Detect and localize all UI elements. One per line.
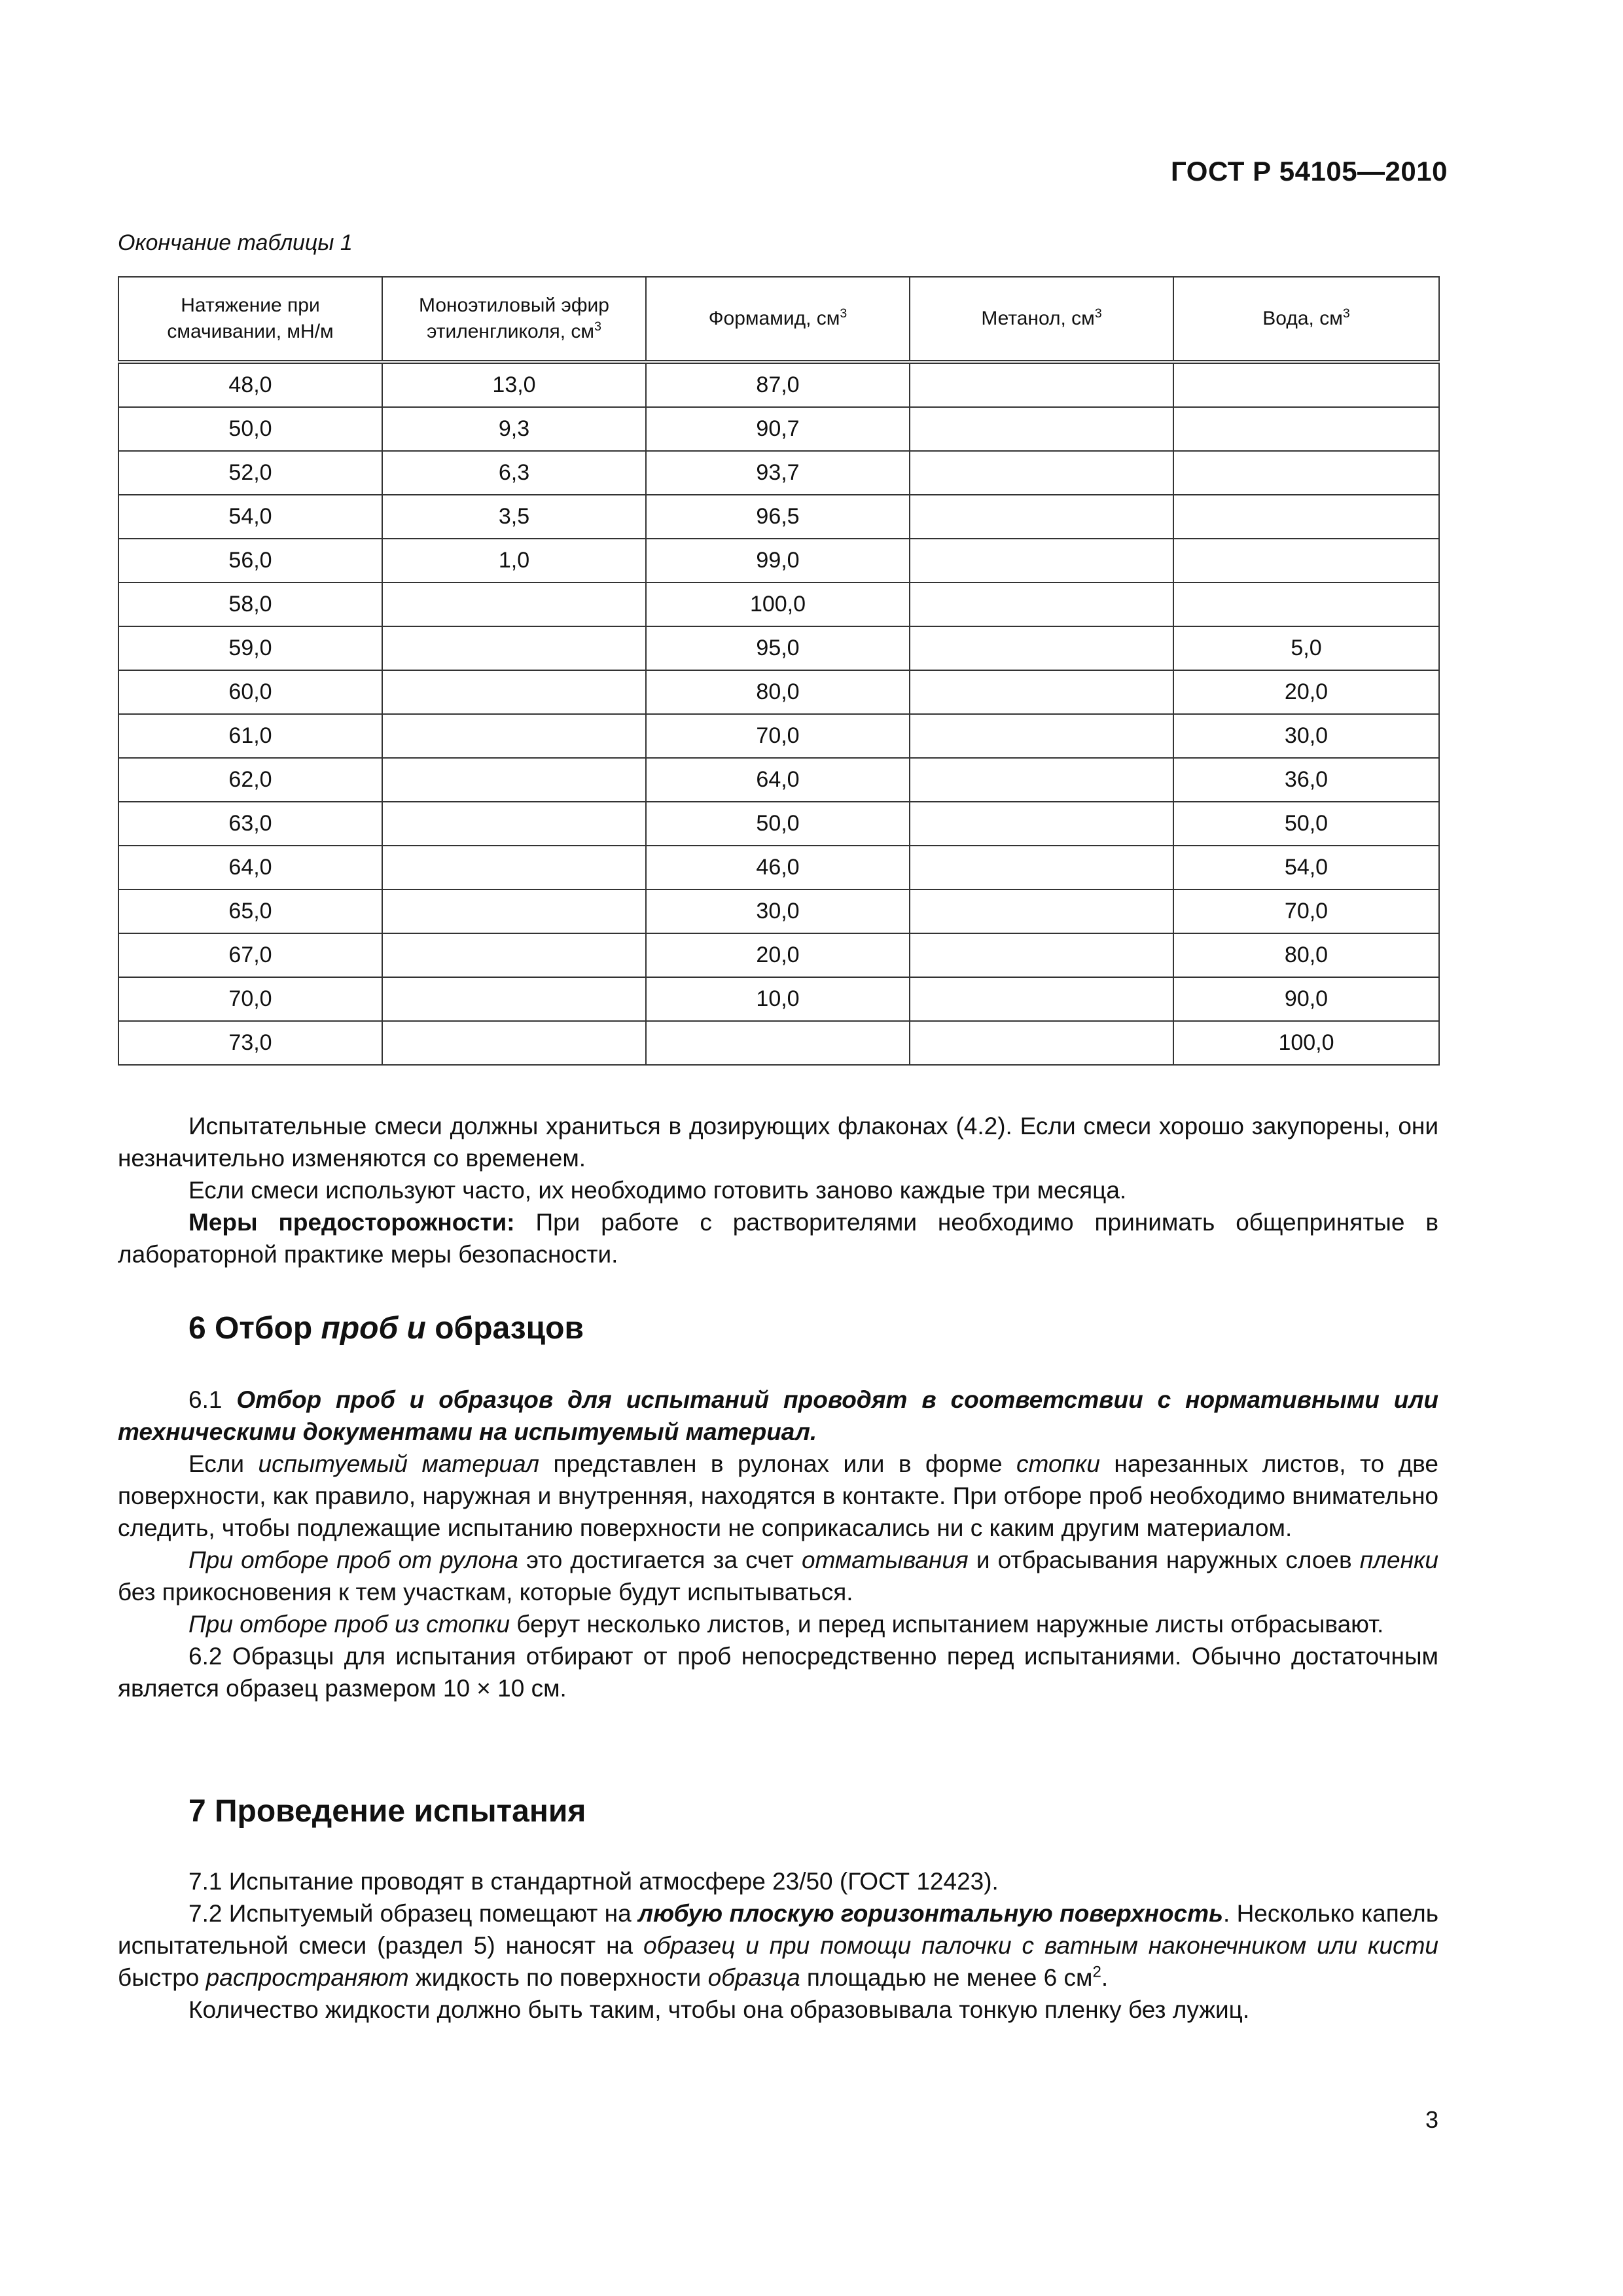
- header-wetting-tension: Натяжение при смачивании, мН/м: [118, 277, 382, 362]
- data-table: [118, 276, 1440, 1066]
- table-row: [118, 626, 1439, 670]
- table-row: [118, 714, 1439, 758]
- table-cell: 64,0: [118, 846, 382, 889]
- table-cell: 3,5: [382, 495, 646, 539]
- table-cell: 20,0: [1173, 670, 1439, 714]
- table-row: [118, 977, 1439, 1021]
- table-row: [118, 1021, 1439, 1065]
- table-cell: 9,3: [382, 407, 646, 451]
- table-header-row: [118, 277, 1439, 362]
- table-cell: 65,0: [118, 889, 382, 933]
- table-cell: 50,0: [1173, 802, 1439, 846]
- paragraph: Количество жидкости должно быть таким, чтобы она образовывала тонкую пленку без лужиц.: [188, 1996, 1250, 2023]
- header-formamide: Формамид, $см^3$: [646, 277, 910, 362]
- table-cell: [910, 539, 1173, 583]
- table-cell: 58,0: [118, 583, 382, 626]
- paragraph: Испытательные смеси должны храниться в дозирующих флаконах (4.2). Если смеси хорошо закупорены, они незначительно изменяются со временем.: [118, 1113, 1438, 1172]
- table-cell: 56,0: [118, 539, 382, 583]
- section-6-heading: 6 Отбор проб и образцов: [188, 1311, 584, 1346]
- table-cell: 80,0: [1173, 933, 1439, 977]
- table-cell: 30,0: [646, 889, 910, 933]
- table-cell: [382, 714, 646, 758]
- paragraph-6-2: 6.2 Образцы для испытания отбирают от проб непосредственно перед испытаниями. Обычно достаточным является образец размером 10 × 10 см.: [118, 1643, 1438, 1702]
- storage-notes: [118, 1110, 1438, 1270]
- table-cell: 90,0: [1173, 977, 1439, 1021]
- table-cell: 59,0: [118, 626, 382, 670]
- table-cell: 70,0: [118, 977, 382, 1021]
- table-cell: 73,0: [118, 1021, 382, 1065]
- table-caption: Окончание таблицы 1: [118, 230, 353, 255]
- paragraph: Если испытуемый материал представлен в рулонах или в форме стопки нарезанных листов, то две поверхности, как правило, наружная и внутренняя, находятся в контакте. При отборе проб необходимо внимательно следить, чтобы подлежащие испытанию поверхности не соприкасались ни с каким другим материалом.: [118, 1450, 1438, 1541]
- table-row: [118, 889, 1439, 933]
- paragraph: При отборе проб из стопки берут несколько листов, и перед испытанием наружные листы отбрасывают.: [188, 1611, 1384, 1638]
- table-cell: 1,0: [382, 539, 646, 583]
- table-cell: [910, 977, 1173, 1021]
- table-cell: 10,0: [646, 977, 910, 1021]
- table-body: [118, 362, 1439, 1065]
- table-cell: [1173, 362, 1439, 407]
- table-cell: 50,0: [646, 802, 910, 846]
- table-row: [118, 407, 1439, 451]
- header-methanol: Метанол, $см^3$: [910, 277, 1173, 362]
- table-cell: [1173, 583, 1439, 626]
- table-row: [118, 583, 1439, 626]
- table-cell: 20,0: [646, 933, 910, 977]
- table-cell: [646, 1021, 910, 1065]
- section-7-heading: 7 Проведение испытания: [188, 1794, 586, 1829]
- table-row: [118, 362, 1439, 407]
- table-row: [118, 846, 1439, 889]
- table-cell: 100,0: [1173, 1021, 1439, 1065]
- table-cell: 67,0: [118, 933, 382, 977]
- table-cell: 6,3: [382, 451, 646, 495]
- table-cell: [910, 407, 1173, 451]
- page-number: 3: [1425, 2106, 1438, 2133]
- paragraph-6-1: 6.1 Отбор проб и образцов для испытаний проводят в соответствии с нормативными или техническими документами на испытуемый материал.: [118, 1386, 1439, 1445]
- section-6-body: [118, 1384, 1438, 1704]
- table-cell: [382, 977, 646, 1021]
- table-cell: [382, 889, 646, 933]
- table-cell: [910, 758, 1173, 802]
- table-cell: [382, 583, 646, 626]
- table-cell: [382, 1021, 646, 1065]
- table-cell: [382, 802, 646, 846]
- table-cell: 30,0: [1173, 714, 1439, 758]
- table-cell: [382, 846, 646, 889]
- paragraph: При отборе проб от рулона это достигается за счет отматывания и отбрасывания наружных слоев пленки без прикосновения к тем участкам, которые будут испытываться.: [118, 1547, 1439, 1605]
- table-cell: 95,0: [646, 626, 910, 670]
- table-cell: [1173, 451, 1439, 495]
- table-cell: [910, 583, 1173, 626]
- table-row: [118, 933, 1439, 977]
- table-cell: 70,0: [646, 714, 910, 758]
- paragraph: Меры предосторожности: При работе с растворителями необходимо принимать общепринятые в лабораторной практике меры безопасности.: [118, 1209, 1438, 1268]
- table-cell: [382, 758, 646, 802]
- table-cell: 100,0: [646, 583, 910, 626]
- table-cell: [910, 1021, 1173, 1065]
- table-cell: 13,0: [382, 362, 646, 407]
- table-row: [118, 670, 1439, 714]
- document-code: ГОСТ Р 54105—2010: [1171, 156, 1448, 187]
- table-cell: 46,0: [646, 846, 910, 889]
- table-cell: 64,0: [646, 758, 910, 802]
- table-cell: [910, 714, 1173, 758]
- table-cell: 90,7: [646, 407, 910, 451]
- table-cell: [1173, 539, 1439, 583]
- table-cell: 62,0: [118, 758, 382, 802]
- table-cell: 99,0: [646, 539, 910, 583]
- table-cell: [910, 889, 1173, 933]
- table-cell: [910, 495, 1173, 539]
- table-cell: 70,0: [1173, 889, 1439, 933]
- precautions-label: Меры предосторожности:: [188, 1209, 515, 1236]
- table-cell: 61,0: [118, 714, 382, 758]
- table-cell: 54,0: [118, 495, 382, 539]
- table-row: [118, 758, 1439, 802]
- table-cell: 93,7: [646, 451, 910, 495]
- table-cell: 50,0: [118, 407, 382, 451]
- table-cell: [382, 626, 646, 670]
- table-cell: [382, 933, 646, 977]
- table-cell: 5,0: [1173, 626, 1439, 670]
- table-row: [118, 539, 1439, 583]
- table-row: [118, 495, 1439, 539]
- paragraph-7-1: 7.1 Испытание проводят в стандартной атмосфере 23/50 (ГОСТ 12423).: [188, 1868, 999, 1895]
- section-7-body: [118, 1865, 1438, 2026]
- table-cell: [910, 626, 1173, 670]
- table-cell: [1173, 495, 1439, 539]
- paragraph-7-2: 7.2 Испытуемый образец помещают на любую плоскую горизонтальную поверхность. Несколько капель испытательной смеси (раздел 5) наносят на образец и при помощи палочки с ватным наконечником или кисти быстро распространяют жидкость по поверхности образца площадью не менее 6 $см^2$.: [118, 1900, 1438, 1991]
- table-cell: 36,0: [1173, 758, 1439, 802]
- paragraph: Если смеси используют часто, их необходимо готовить заново каждые три месяца.: [188, 1177, 1127, 1204]
- table-cell: [1173, 407, 1439, 451]
- table-cell: [910, 802, 1173, 846]
- table-cell: 48,0: [118, 362, 382, 407]
- table-cell: [910, 362, 1173, 407]
- header-ethylene-glycol-ether: Моноэтиловый эфир этиленгликоля, $см^3$: [382, 277, 646, 362]
- table-row: [118, 451, 1439, 495]
- table-row: [118, 802, 1439, 846]
- table-cell: [910, 933, 1173, 977]
- table-cell: [910, 451, 1173, 495]
- table-cell: [910, 846, 1173, 889]
- table-cell: 54,0: [1173, 846, 1439, 889]
- table-cell: 52,0: [118, 451, 382, 495]
- header-water: Вода, $см^3$: [1173, 277, 1439, 362]
- table-cell: [382, 670, 646, 714]
- table-cell: 87,0: [646, 362, 910, 407]
- table-cell: 96,5: [646, 495, 910, 539]
- table-cell: 63,0: [118, 802, 382, 846]
- table-cell: 80,0: [646, 670, 910, 714]
- table-cell: 60,0: [118, 670, 382, 714]
- table-cell: [910, 670, 1173, 714]
